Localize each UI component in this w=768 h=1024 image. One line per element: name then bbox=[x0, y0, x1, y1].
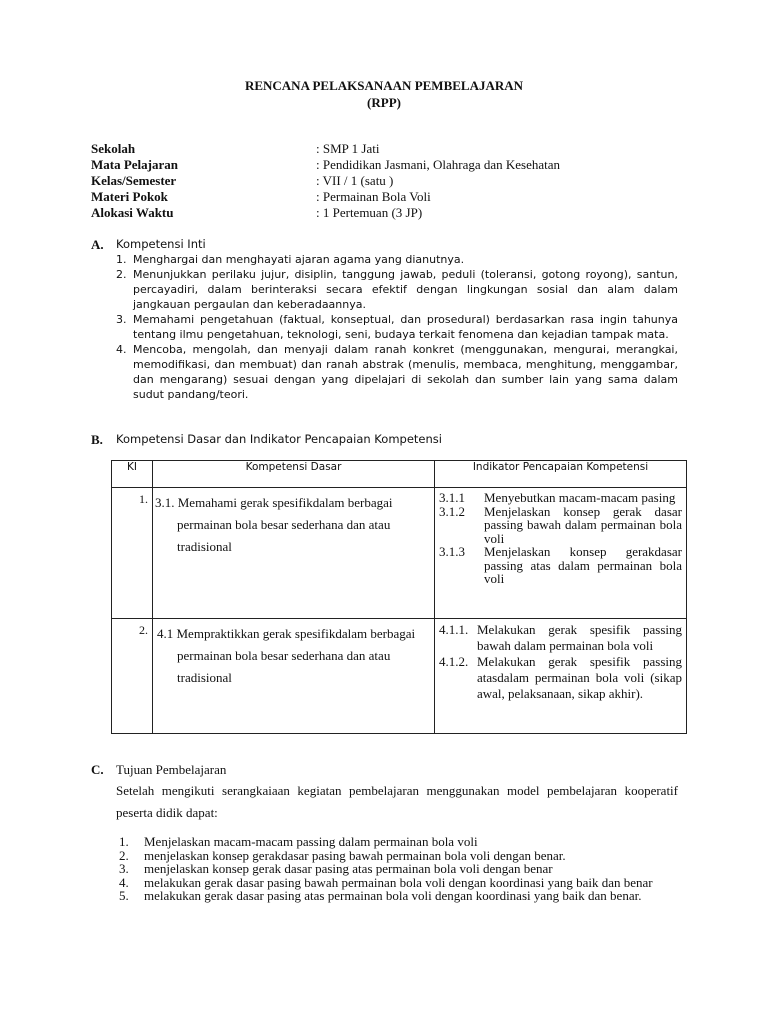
list-item bbox=[116, 876, 678, 890]
list-item bbox=[116, 267, 678, 312]
section-b-letter: B. bbox=[91, 432, 103, 447]
section-b-heading: Kompetensi Dasar dan Indikator Pencapaian Kompetensi bbox=[116, 432, 442, 446]
list-number: 2. bbox=[119, 847, 129, 863]
table-header-kompetensi-dasar: Kompetensi Dasar bbox=[153, 461, 435, 488]
list-item bbox=[116, 312, 678, 342]
list-number: 3. bbox=[119, 861, 129, 876]
indicator-text: Menyebutkan macam-macam pasing bbox=[484, 490, 676, 505]
list-number: 4. bbox=[116, 343, 127, 356]
list-text: Menghargai dan menghayati ajaran agama yang dianutnya. bbox=[133, 253, 465, 266]
list-number: 1. bbox=[116, 253, 127, 266]
table-row bbox=[112, 619, 687, 734]
indicator-code: 4.1.2. bbox=[439, 654, 469, 669]
info-label-mata-pelajaran: Mata Pelajaran bbox=[91, 157, 179, 172]
list-item bbox=[116, 835, 678, 849]
list-item bbox=[116, 252, 678, 267]
section-c-heading: Tujuan Pembelajaran bbox=[116, 762, 227, 777]
indicator-code: 3.1.1 bbox=[439, 490, 465, 505]
indicator-item bbox=[439, 505, 682, 546]
indicator-text: Menjelaskan konsep gerak dasar passing bawah dalam permainan bola voli bbox=[484, 503, 682, 546]
indicator-text: Menjelaskan konsep gerakdasar passing atas dalam permainan bola voli bbox=[484, 544, 682, 586]
table-cell-ki: 2. bbox=[112, 619, 153, 734]
section-a-heading: Kompetensi Inti bbox=[116, 237, 206, 251]
list-number: 2. bbox=[116, 268, 127, 281]
table-header-row bbox=[112, 461, 687, 488]
list-item bbox=[116, 862, 678, 876]
indicator-item bbox=[439, 654, 682, 702]
section-a-letter: A. bbox=[91, 237, 104, 252]
list-item bbox=[116, 849, 678, 863]
list-text: Mencoba, mengolah, dan menyaji dalam ranah konkret (menggunakan, mengurai, merangkai, memodifikasi, dan membuat) dan ranah abstrak (menulis, membaca, menghitung, menggambar, dan mengarang) sesuai dengan yang dipelajari di sekolah dan sumber lain yang sama dalam sudut pandang/teori. bbox=[133, 343, 678, 401]
indicator-text: Melakukan gerak spesifik passing atasdalam permainan bola voli (sikap awal, pelaksanaan, sikap akhir). bbox=[477, 654, 682, 701]
info-value-materi-pokok: : Permainan Bola Voli bbox=[316, 189, 431, 204]
info-value-alokasi-waktu: : 1 Pertemuan (3 JP) bbox=[316, 205, 423, 220]
table-cell-kd bbox=[153, 488, 435, 619]
info-label-alokasi-waktu: Alokasi Waktu bbox=[91, 205, 174, 220]
list-text: Menjelaskan macam-macam passing dalam permainan bola voli bbox=[144, 834, 478, 849]
section-c-letter: C. bbox=[91, 762, 104, 777]
table-cell-ki: 1. bbox=[112, 488, 153, 619]
info-value-sekolah: : SMP 1 Jati bbox=[316, 141, 380, 156]
document-subtitle: (RPP) bbox=[367, 95, 401, 110]
list-number: 4. bbox=[119, 874, 129, 890]
list-text: Menunjukkan perilaku jujur, disiplin, tanggung jawab, peduli (toleransi, gotong royong), santun, percayadiri, dalam berinteraksi secara efektif dengan lingkungan sosial dan alam dalam jangkauan pergaulan dan keberadaannya. bbox=[133, 268, 678, 311]
list-text: melakukan gerak dasar pasing atas permainan bola voli dengan koordinasi yang baik dan benar. bbox=[144, 888, 642, 903]
table-row bbox=[112, 488, 687, 619]
info-value-kelas-semester: : VII / 1 (satu ) bbox=[316, 173, 394, 188]
info-label-kelas-semester: Kelas/Semester bbox=[91, 173, 177, 188]
info-label-materi-pokok: Materi Pokok bbox=[91, 189, 168, 204]
table-cell-indikator bbox=[435, 619, 687, 734]
document-title: RENCANA PELAKSANAAN PEMBELAJARAN bbox=[244, 78, 524, 93]
table-header-indikator: Indikator Pencapaian Kompetensi bbox=[435, 461, 687, 488]
indicator-code: 4.1.1. bbox=[439, 622, 469, 637]
list-item bbox=[116, 342, 678, 402]
list-item bbox=[116, 889, 678, 903]
indicator-code: 3.1.3 bbox=[439, 544, 465, 559]
table-header-ki: KI bbox=[112, 461, 153, 488]
list-text: menjelaskan konsep gerak dasar pasing atas permainan bola voli dengan benar bbox=[144, 861, 553, 876]
info-value-mata-pelajaran: : Pendidikan Jasmani, Olahraga dan Kesehatan bbox=[316, 157, 561, 172]
table-cell-kd bbox=[153, 619, 435, 734]
kd-text: 3.1. Memahami gerak spesifikdalam berbagai permainan bola besar sederhana dan atau tradisional bbox=[155, 495, 393, 554]
section-c-intro: Setelah mengikuti serangkaiaan kegiatan pembelajaran menggunakan model pembelajaran kooperatif peserta didik dapat: bbox=[116, 783, 678, 820]
kompetensi-dasar-table bbox=[111, 460, 687, 734]
list-number: 1. bbox=[119, 834, 129, 849]
info-label-sekolah: Sekolah bbox=[91, 141, 136, 156]
indicator-item bbox=[439, 491, 682, 505]
table-cell-indikator bbox=[435, 488, 687, 619]
kompetensi-inti-list bbox=[116, 252, 678, 402]
list-number: 5. bbox=[119, 888, 129, 903]
indicator-item bbox=[439, 622, 682, 654]
indicator-text: Melakukan gerak spesifik passing bawah dalam permainan bola voli bbox=[477, 622, 682, 653]
list-text: Memahami pengetahuan (faktual, konseptual, dan prosedural) berdasarkan rasa ingin tahunya tentang ilmu pengetahuan, teknologi, seni, budaya terkait fenomena dan kejadian tampak mata. bbox=[133, 313, 678, 341]
indicator-code: 3.1.2 bbox=[439, 503, 465, 519]
kd-text: 4.1 Mempraktikkan gerak spesifikdalam berbagai permainan bola besar sederhana dan atau tradisional bbox=[157, 626, 416, 685]
list-text: melakukan gerak dasar pasing bawah permainan bola voli dengan koordinasi yang baik dan benar bbox=[144, 874, 653, 890]
list-number: 3. bbox=[116, 313, 127, 326]
list-text: menjelaskan konsep gerakdasar pasing bawah permainan bola voli dengan benar. bbox=[144, 847, 566, 863]
tujuan-list bbox=[116, 835, 678, 903]
indicator-item bbox=[439, 545, 682, 586]
